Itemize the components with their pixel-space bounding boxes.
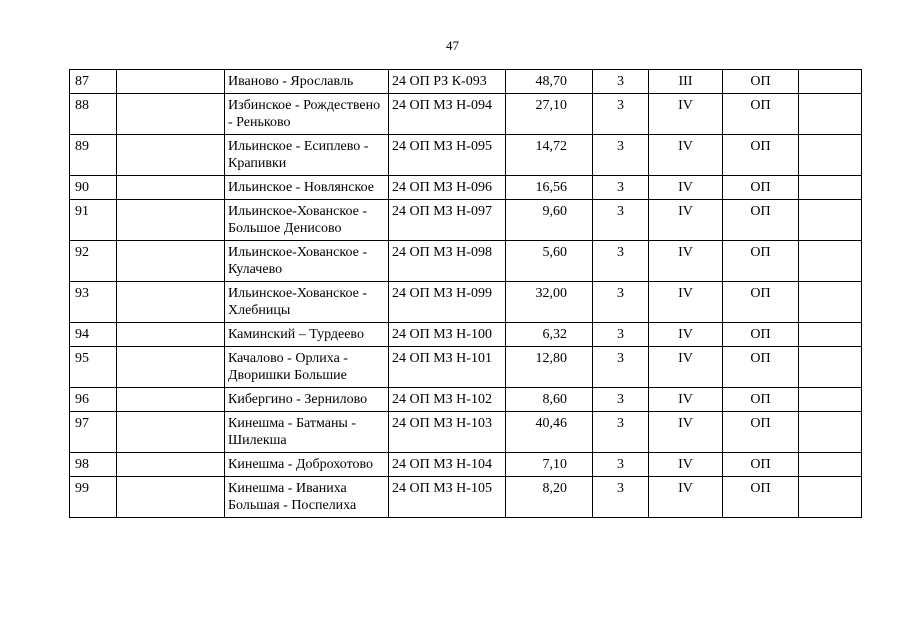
road-code-cell: 24 ОП МЗ Н-101 bbox=[389, 347, 506, 388]
extra-cell bbox=[799, 94, 862, 135]
extra-cell bbox=[799, 412, 862, 453]
table-row bbox=[70, 282, 862, 323]
extra-cell bbox=[799, 70, 862, 94]
category-cell: IV bbox=[649, 453, 723, 477]
lanes-cell: 3 bbox=[593, 477, 649, 518]
road-code-cell: 24 ОП МЗ Н-095 bbox=[389, 135, 506, 176]
empty-cell bbox=[117, 388, 225, 412]
road-length-cell: 6,32 bbox=[506, 323, 593, 347]
row-number-cell: 95 bbox=[70, 347, 117, 388]
category-cell: III bbox=[649, 70, 723, 94]
road-type-cell: ОП bbox=[723, 176, 799, 200]
road-name-cell: Ильинское-Хованское - Хлебницы bbox=[225, 282, 389, 323]
table-row bbox=[70, 94, 862, 135]
road-code-cell: 24 ОП МЗ Н-103 bbox=[389, 412, 506, 453]
lanes-cell: 3 bbox=[593, 388, 649, 412]
road-code-cell: 24 ОП МЗ Н-096 bbox=[389, 176, 506, 200]
category-cell: IV bbox=[649, 94, 723, 135]
lanes-cell: 3 bbox=[593, 241, 649, 282]
road-length-cell: 40,46 bbox=[506, 412, 593, 453]
road-length-cell: 32,00 bbox=[506, 282, 593, 323]
table-row bbox=[70, 323, 862, 347]
lanes-cell: 3 bbox=[593, 135, 649, 176]
row-number-cell: 93 bbox=[70, 282, 117, 323]
road-code-cell: 24 ОП МЗ Н-102 bbox=[389, 388, 506, 412]
road-name-cell: Качалово - Орлиха - Дворишки Большие bbox=[225, 347, 389, 388]
road-type-cell: ОП bbox=[723, 388, 799, 412]
table-row bbox=[70, 453, 862, 477]
road-code-cell: 24 ОП МЗ Н-094 bbox=[389, 94, 506, 135]
empty-cell bbox=[117, 94, 225, 135]
road-type-cell: ОП bbox=[723, 282, 799, 323]
category-cell: IV bbox=[649, 241, 723, 282]
road-type-cell: ОП bbox=[723, 323, 799, 347]
road-code-cell: 24 ОП МЗ Н-105 bbox=[389, 477, 506, 518]
road-name-cell: Избинское - Рождествено - Реньково bbox=[225, 94, 389, 135]
road-name-cell: Ильинское-Хованское - Кулачево bbox=[225, 241, 389, 282]
road-length-cell: 16,56 bbox=[506, 176, 593, 200]
empty-cell bbox=[117, 241, 225, 282]
category-cell: IV bbox=[649, 176, 723, 200]
extra-cell bbox=[799, 176, 862, 200]
row-number-cell: 94 bbox=[70, 323, 117, 347]
road-code-cell: 24 ОП МЗ Н-099 bbox=[389, 282, 506, 323]
road-length-cell: 27,10 bbox=[506, 94, 593, 135]
empty-cell bbox=[117, 323, 225, 347]
extra-cell bbox=[799, 477, 862, 518]
row-number-cell: 92 bbox=[70, 241, 117, 282]
road-length-cell: 7,10 bbox=[506, 453, 593, 477]
category-cell: IV bbox=[649, 347, 723, 388]
lanes-cell: 3 bbox=[593, 412, 649, 453]
lanes-cell: 3 bbox=[593, 453, 649, 477]
road-length-cell: 48,70 bbox=[506, 70, 593, 94]
road-name-cell: Ильинское - Новлянское bbox=[225, 176, 389, 200]
road-type-cell: ОП bbox=[723, 347, 799, 388]
road-length-cell: 8,20 bbox=[506, 477, 593, 518]
row-number-cell: 97 bbox=[70, 412, 117, 453]
row-number-cell: 98 bbox=[70, 453, 117, 477]
category-cell: IV bbox=[649, 477, 723, 518]
road-type-cell: ОП bbox=[723, 477, 799, 518]
lanes-cell: 3 bbox=[593, 282, 649, 323]
lanes-cell: 3 bbox=[593, 323, 649, 347]
empty-cell bbox=[117, 412, 225, 453]
table-row bbox=[70, 477, 862, 518]
lanes-cell: 3 bbox=[593, 70, 649, 94]
page-number: 47 bbox=[446, 38, 459, 53]
row-number-cell: 87 bbox=[70, 70, 117, 94]
row-number-cell: 91 bbox=[70, 200, 117, 241]
lanes-cell: 3 bbox=[593, 176, 649, 200]
extra-cell bbox=[799, 282, 862, 323]
category-cell: IV bbox=[649, 388, 723, 412]
extra-cell bbox=[799, 453, 862, 477]
table-row bbox=[70, 200, 862, 241]
extra-cell bbox=[799, 200, 862, 241]
extra-cell bbox=[799, 241, 862, 282]
table-row bbox=[70, 135, 862, 176]
empty-cell bbox=[117, 70, 225, 94]
road-type-cell: ОП bbox=[723, 241, 799, 282]
lanes-cell: 3 bbox=[593, 347, 649, 388]
category-cell: IV bbox=[649, 200, 723, 241]
road-type-cell: ОП bbox=[723, 200, 799, 241]
road-name-cell: Кинешма - Доброхотово bbox=[225, 453, 389, 477]
empty-cell bbox=[117, 453, 225, 477]
empty-cell bbox=[117, 347, 225, 388]
category-cell: IV bbox=[649, 282, 723, 323]
empty-cell bbox=[117, 200, 225, 241]
extra-cell bbox=[799, 323, 862, 347]
road-length-cell: 12,80 bbox=[506, 347, 593, 388]
road-name-cell: Ильинское - Есиплево - Крапивки bbox=[225, 135, 389, 176]
road-code-cell: 24 ОП РЗ К-093 bbox=[389, 70, 506, 94]
table-row bbox=[70, 388, 862, 412]
category-cell: IV bbox=[649, 412, 723, 453]
empty-cell bbox=[117, 135, 225, 176]
table-body bbox=[70, 70, 862, 518]
row-number-cell: 89 bbox=[70, 135, 117, 176]
road-code-cell: 24 ОП МЗ Н-104 bbox=[389, 453, 506, 477]
row-number-cell: 99 bbox=[70, 477, 117, 518]
table-row bbox=[70, 70, 862, 94]
row-number-cell: 90 bbox=[70, 176, 117, 200]
road-code-cell: 24 ОП МЗ Н-100 bbox=[389, 323, 506, 347]
road-type-cell: ОП bbox=[723, 94, 799, 135]
row-number-cell: 88 bbox=[70, 94, 117, 135]
empty-cell bbox=[117, 282, 225, 323]
table-row bbox=[70, 412, 862, 453]
road-name-cell: Каминский – Турдеево bbox=[225, 323, 389, 347]
road-name-cell: Кибергино - Зернилово bbox=[225, 388, 389, 412]
lanes-cell: 3 bbox=[593, 94, 649, 135]
road-type-cell: ОП bbox=[723, 135, 799, 176]
road-type-cell: ОП bbox=[723, 412, 799, 453]
roads-table bbox=[69, 69, 862, 518]
lanes-cell: 3 bbox=[593, 200, 649, 241]
road-code-cell: 24 ОП МЗ Н-098 bbox=[389, 241, 506, 282]
road-name-cell: Иваново - Ярославль bbox=[225, 70, 389, 94]
road-name-cell: Кинешма - Батманы - Шилекша bbox=[225, 412, 389, 453]
extra-cell bbox=[799, 347, 862, 388]
road-code-cell: 24 ОП МЗ Н-097 bbox=[389, 200, 506, 241]
road-name-cell: Кинешма - Иваниха Большая - Поспелиха bbox=[225, 477, 389, 518]
road-length-cell: 14,72 bbox=[506, 135, 593, 176]
road-type-cell: ОП bbox=[723, 453, 799, 477]
empty-cell bbox=[117, 477, 225, 518]
road-length-cell: 8,60 bbox=[506, 388, 593, 412]
table-row bbox=[70, 176, 862, 200]
road-type-cell: ОП bbox=[723, 70, 799, 94]
category-cell: IV bbox=[649, 323, 723, 347]
extra-cell bbox=[799, 135, 862, 176]
road-length-cell: 9,60 bbox=[506, 200, 593, 241]
road-name-cell: Ильинское-Хованское - Большое Денисово bbox=[225, 200, 389, 241]
empty-cell bbox=[117, 176, 225, 200]
row-number-cell: 96 bbox=[70, 388, 117, 412]
category-cell: IV bbox=[649, 135, 723, 176]
table-row bbox=[70, 347, 862, 388]
road-length-cell: 5,60 bbox=[506, 241, 593, 282]
table-row bbox=[70, 241, 862, 282]
extra-cell bbox=[799, 388, 862, 412]
